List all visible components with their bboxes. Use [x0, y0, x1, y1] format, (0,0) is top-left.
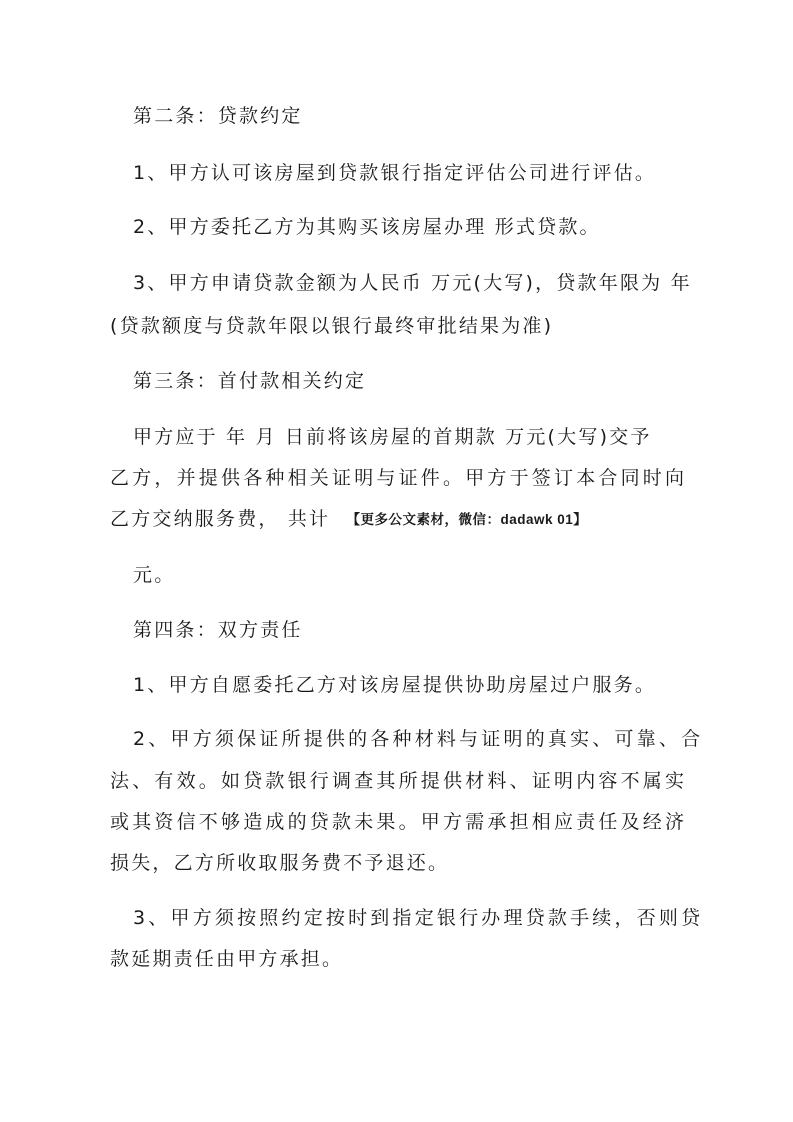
article-four-item-2-line-2: 法、有效。如贷款银行调查其所提供材料、证明内容不属实 — [110, 770, 688, 792]
article-four-item-1: 1、甲方自愿委托乙方对该房屋提供协助房屋过户服务。 — [133, 674, 657, 696]
article-two-item-3-line-2: (贷款额度与贷款年限以银行最终审批结果为准) — [110, 315, 554, 337]
article-four-item-3-line-1: 3、甲方须按照约定按时到指定银行办理贷款手续，否则贷 — [133, 907, 704, 929]
promo-note: 【更多公文素材，微信：dadawk 01】 — [346, 512, 588, 527]
article-three-service-fee-text: 乙方交纳服务费， 共计 — [110, 508, 331, 530]
article-three-heading: 第三条：首付款相关约定 — [133, 370, 367, 392]
article-four-heading: 第四条：双方责任 — [133, 619, 303, 641]
article-three-para-line-3 — [110, 506, 793, 533]
article-four-item-2-line-3: 或其资信不够造成的贷款未果。甲方需承担相应责任及经济 — [110, 811, 688, 833]
article-two-heading: 第二条：贷款约定 — [133, 105, 303, 127]
article-four-item-2-line-4: 损失，乙方所收取服务费不予退还。 — [110, 852, 450, 874]
article-three-para-line-2: 乙方，并提供各种相关证明与证件。甲方于签订本合同时向 — [110, 467, 688, 489]
article-four-item-3-line-2: 款延期责任由甲方承担。 — [110, 948, 344, 970]
article-three-para-line-4: 元。 — [133, 564, 176, 586]
article-two-item-1: 1、甲方认可该房屋到贷款银行指定评估公司进行评估。 — [133, 162, 657, 184]
article-two-item-3-line-1: 3、甲方申请贷款金额为人民币 万元(大写)，贷款年限为 年 — [133, 272, 692, 294]
article-four-item-2-line-1: 2、甲方须保证所提供的各种材料与证明的真实、可靠、合 — [133, 728, 704, 750]
article-two-item-2: 2、甲方委托乙方为其购买该房屋办理 形式贷款。 — [133, 216, 601, 238]
article-three-para-line-1: 甲方应于 年 月 日前将该房屋的首期款 万元(大写)交予 — [133, 426, 652, 448]
